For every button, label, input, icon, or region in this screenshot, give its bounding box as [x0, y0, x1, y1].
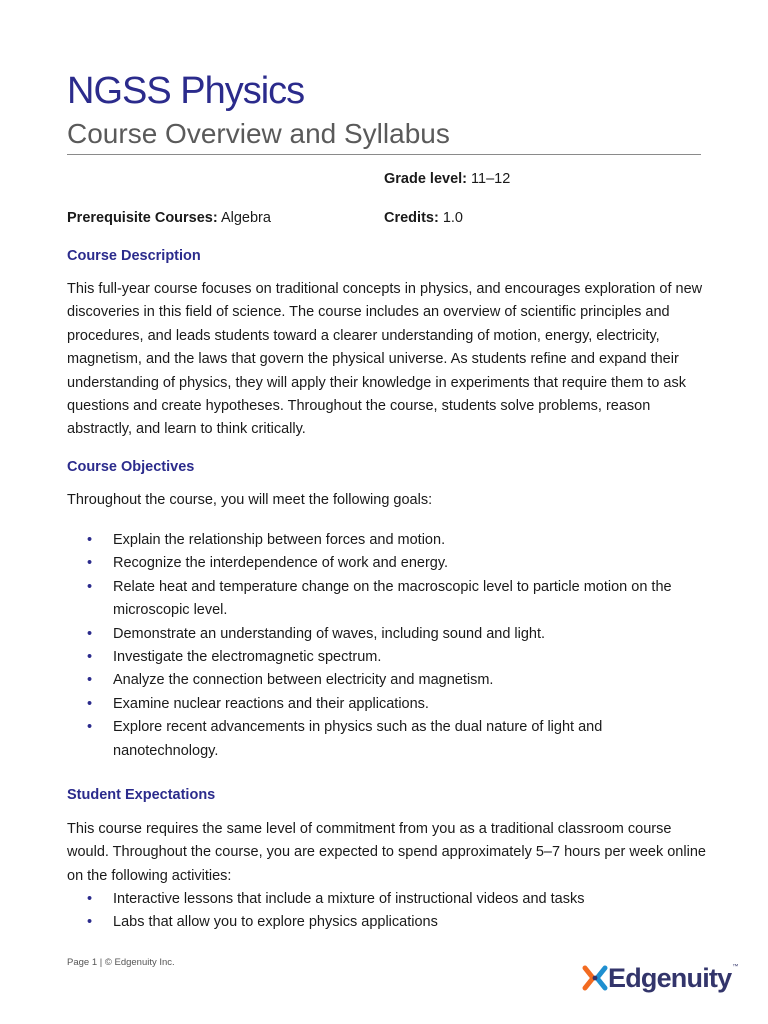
course-description-text: This full-year course focuses on traditional concepts in physics, and encourages exploration of new discoveries in this field of science. The course includes an overview of scientific principles and procedures, and leads students toward a clearer understanding of motion, energy, electricity, magnetism, and the laws that govern the physical universe. As students refine and expand their understanding of physics, they will apply their knowledge in experiments that require them to ask questions and create hypotheses. Throughout the course, students solve problems, reason abstractly, and learn to think critically. — [67, 281, 703, 438]
activity-text: Interactive lessons that include a mixture of instructional videos and tasks — [113, 891, 585, 907]
list-item — [67, 529, 687, 552]
list-item — [67, 911, 687, 934]
credits — [384, 211, 463, 226]
grade-level — [384, 172, 510, 187]
credits-label: Credits: — [384, 210, 439, 226]
activity-text: Labs that allow you to explore physics applications — [113, 914, 438, 931]
course-description-heading: Course Description — [67, 248, 201, 264]
bullet-icon: • — [87, 891, 93, 907]
objective-text: Examine nuclear reactions and their applications. — [113, 695, 429, 712]
objective-text: Relate heat and temperature change on the macroscopic level to particle motion on the microscopic level. — [113, 578, 672, 619]
title-divider — [67, 154, 701, 155]
student-expectations-text: This course requires the same level of commitment from you as a traditional classroom course would. Throughout the course, you are expected to spend approximately 5–7 hours per week online on the following activities: — [67, 821, 706, 884]
bullet-icon: • — [87, 914, 93, 931]
objective-text: Investigate the electromagnetic spectrum. — [113, 649, 382, 666]
course-objectives-intro: Throughout the course, you will meet the following goals: — [67, 492, 433, 508]
bullet-icon: • — [87, 695, 93, 712]
edgenuity-x-icon — [582, 965, 608, 991]
logo-trademark: ™ — [732, 964, 739, 970]
document-subtitle: Course Overview and Syllabus — [67, 118, 450, 149]
list-item — [67, 693, 687, 716]
list-item — [67, 623, 687, 646]
grade-level-label: Grade level: — [384, 171, 468, 187]
bullet-icon: • — [87, 719, 93, 736]
list-item — [67, 716, 687, 763]
activities-list — [67, 888, 687, 935]
list-item — [67, 646, 687, 669]
prerequisite-value: Algebra — [220, 210, 271, 226]
objectives-list — [67, 529, 687, 763]
credits-value: 1.0 — [442, 210, 463, 226]
bullet-icon: • — [87, 625, 93, 642]
student-expectations-heading: Student Expectations — [67, 787, 216, 803]
objective-text: Explore recent advancements in physics such as the dual nature of light and nanotechnology. — [113, 719, 603, 759]
page-footer: Page 1 | © Edgenuity Inc. — [67, 957, 175, 968]
objective-text: Recognize the interdependence of work and energy. — [113, 555, 449, 572]
bullet-icon: • — [87, 555, 93, 572]
edgenuity-logo — [582, 960, 738, 996]
objective-text: Demonstrate an understanding of waves, including sound and light. — [113, 625, 546, 642]
prerequisite-courses — [67, 211, 271, 226]
course-objectives-heading: Course Objectives — [67, 459, 195, 475]
prerequisite-label: Prerequisite Courses: — [67, 210, 218, 226]
bullet-icon: • — [87, 672, 93, 689]
list-item — [67, 888, 687, 911]
logo-wordmark: Edgenuity — [608, 962, 732, 993]
objective-text: Analyze the connection between electricity and magnetism. — [113, 672, 494, 689]
grade-level-value: 11–12 — [471, 171, 511, 187]
list-item — [67, 669, 687, 692]
list-item — [67, 576, 687, 623]
objective-text: Explain the relationship between forces and motion. — [113, 532, 446, 548]
bullet-icon: • — [87, 532, 93, 548]
bullet-icon: • — [87, 649, 93, 666]
document-title: NGSS Physics — [67, 70, 305, 112]
bullet-icon: • — [87, 578, 93, 595]
list-item — [67, 552, 687, 575]
